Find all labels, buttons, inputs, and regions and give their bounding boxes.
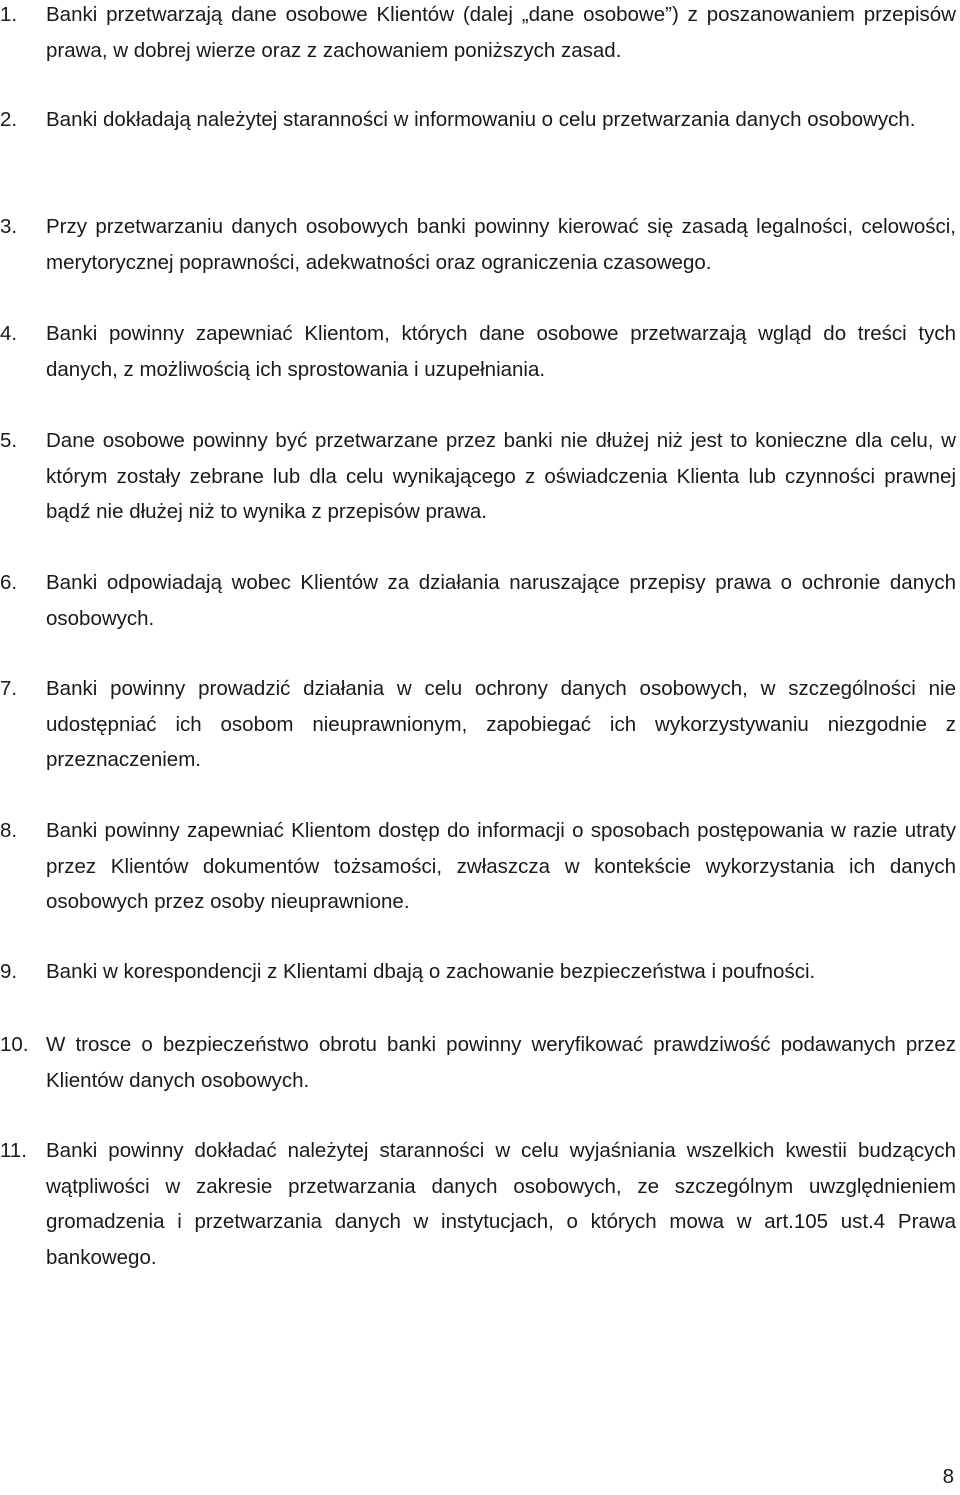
item-number: 6.	[0, 571, 18, 594]
list-item	[0, 1133, 956, 1275]
item-text: Banki powinny prowadzić działania w celu ochrony danych osobowych, w szczególności nie udostępniać ich osobom nieuprawnionym, zapobiegać ich wykorzystywaniu niezgodnie z przeznaczeniem.	[46, 677, 956, 771]
item-number: 3.	[0, 215, 18, 238]
list-item	[0, 671, 956, 778]
item-number: 2.	[0, 108, 18, 131]
list-item	[0, 954, 956, 990]
list-item	[0, 423, 956, 530]
item-number: 4.	[0, 322, 18, 345]
item-text: Banki powinny zapewniać Klientom, których dane osobowe przetwarzają wgląd do treści tych danych, z możliwością ich sprostowania i uzupełniania.	[46, 322, 956, 381]
item-text: Banki dokładają należytej staranności w informowaniu o celu przetwarzania danych osobowych.	[46, 108, 916, 131]
item-text: Banki powinny zapewniać Klientom dostęp do informacji o sposobach postępowania w razie utraty przez Klientów dokumentów tożsamości, zwłaszcza w kontekście wykorzystania ich danych osobowych przez osoby nieuprawnione.	[46, 819, 956, 913]
item-number: 9.	[0, 960, 18, 983]
item-text: Banki odpowiadają wobec Klientów za działania naruszające przepisy prawa o ochronie danych osobowych.	[46, 571, 956, 630]
item-number: 8.	[0, 819, 18, 842]
item-number: 1.	[0, 3, 18, 26]
item-text: W trosce o bezpieczeństwo obrotu banki powinny weryfikować prawdziwość podawanych przez Klientów danych osobowych.	[46, 1033, 956, 1092]
page-number: 8	[942, 1465, 954, 1488]
item-number: 7.	[0, 677, 18, 700]
list-item	[0, 209, 956, 280]
item-text: Przy przetwarzaniu danych osobowych banki powinny kierować się zasadą legalności, celowości, merytorycznej poprawności, adekwatności oraz ograniczenia czasowego.	[46, 215, 956, 274]
list-item	[0, 1027, 956, 1098]
list-item	[0, 0, 956, 68]
item-text: Banki w korespondencji z Klientami dbają o zachowanie bezpieczeństwa i poufności.	[46, 960, 816, 983]
list-item	[0, 316, 956, 387]
list-item	[0, 102, 956, 138]
item-number: 11.	[0, 1139, 27, 1162]
list-item	[0, 565, 956, 636]
item-text: Banki przetwarzają dane osobowe Klientów (dalej „dane osobowe”) z poszanowaniem przepisów prawa, w dobrej wierze oraz z zachowaniem poniższych zasad.	[46, 3, 956, 62]
item-number: 5.	[0, 429, 18, 452]
item-text: Dane osobowe powinny być przetwarzane przez banki nie dłużej niż jest to konieczne dla celu, w którym zostały zebrane lub dla celu wynikającego z oświadczenia Klienta lub czynności prawnej bądź nie dłużej niż to wynika z przepisów prawa.	[46, 429, 956, 523]
item-text: Banki powinny dokładać należytej staranności w celu wyjaśniania wszelkich kwestii budzących wątpliwości w zakresie przetwarzania danych osobowych, ze szczególnym uwzględnieniem gromadzenia i przetwarzania danych w instytucjach, o których mowa w art.105 ust.4 Prawa bankowego.	[46, 1139, 956, 1269]
list-item	[0, 813, 956, 920]
item-number: 10.	[0, 1033, 29, 1056]
